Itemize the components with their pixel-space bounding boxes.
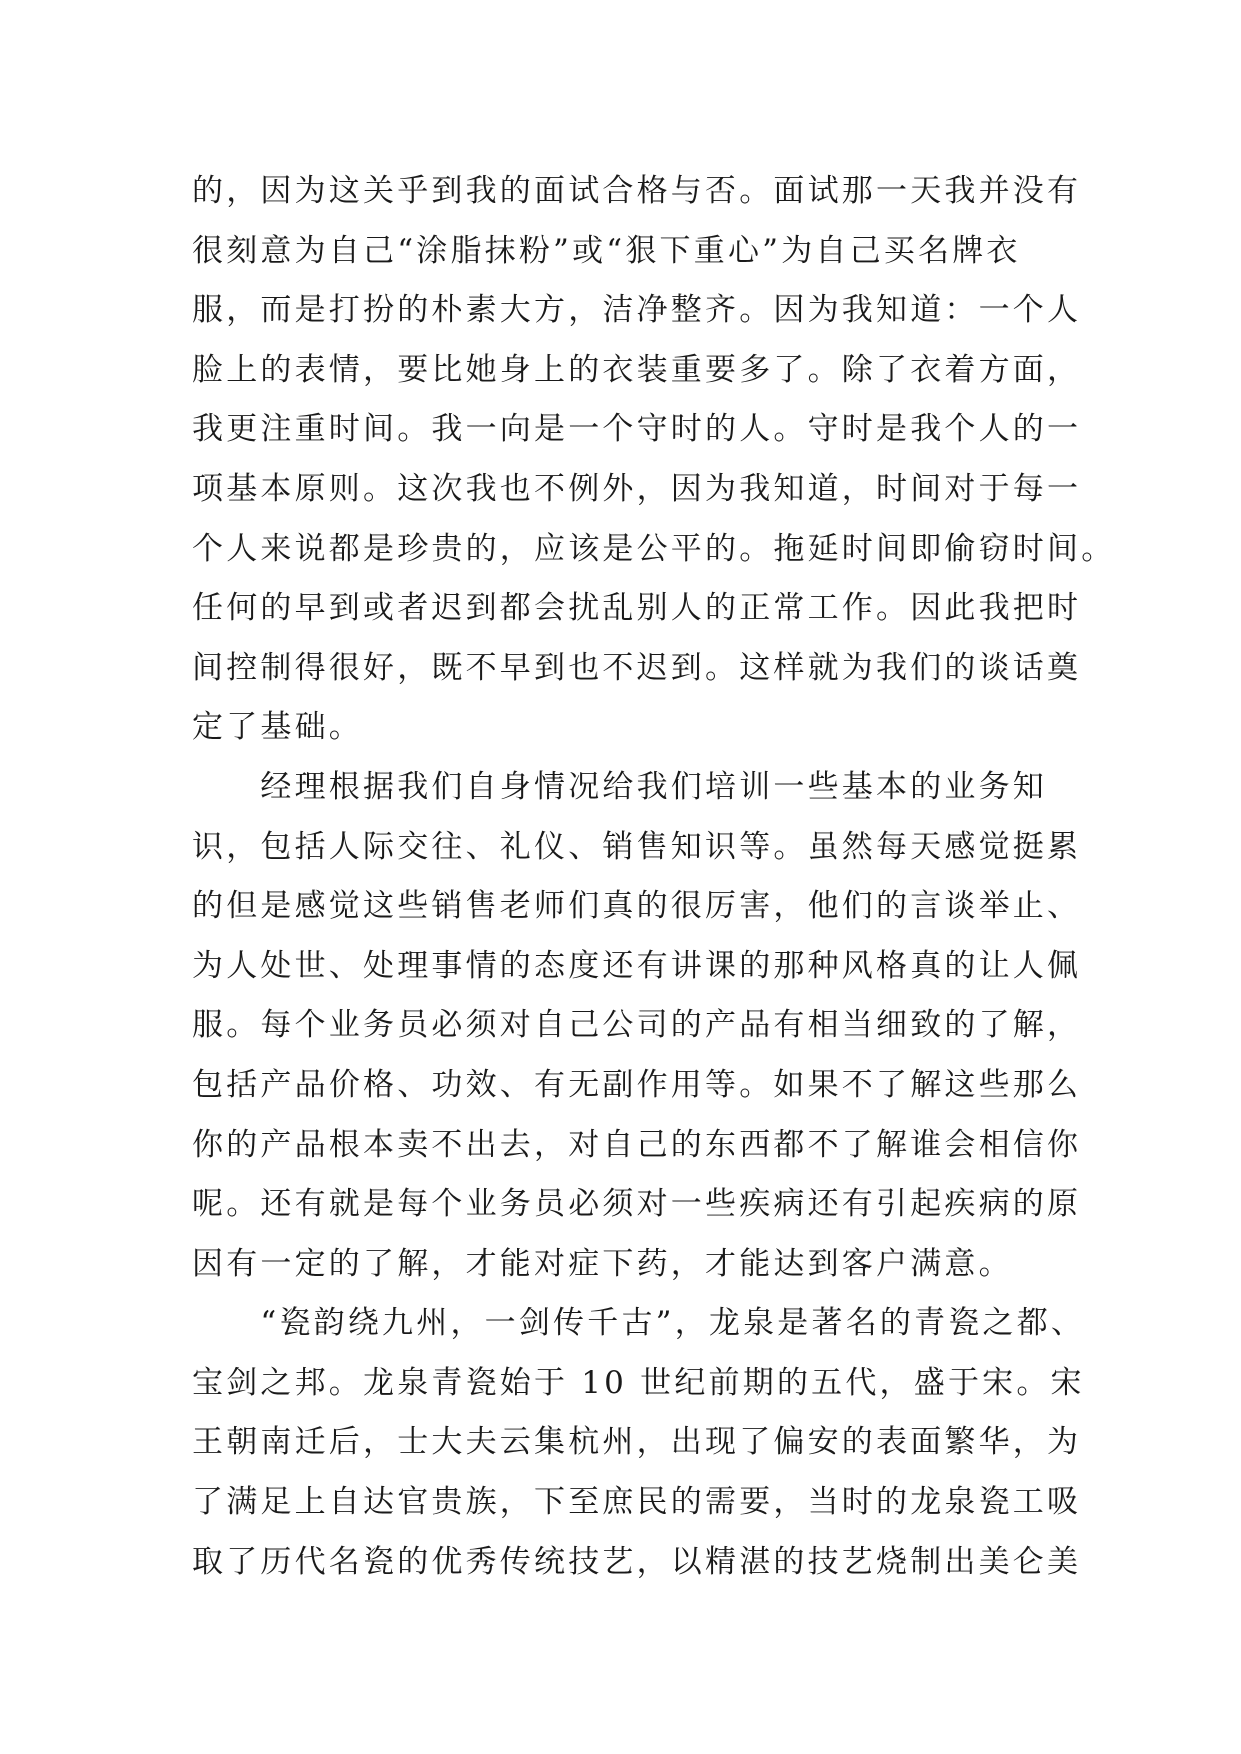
text-line: 经理根据我们自身情况给我们培训一些基本的业务知: [192, 768, 1047, 805]
text-line: 个人来说都是珍贵的，应该是公平的。拖延时间即偷窃时间。: [192, 530, 1116, 567]
text-line: 因有一定的了解，才能对症下药，才能达到客户满意。: [192, 1245, 1013, 1282]
text-line: 服。每个业务员必须对自己公司的产品有相当细致的了解，: [192, 1007, 1082, 1044]
text-line: 识，包括人际交往、礼仪、销售知识等。虽然每天感觉挺累: [192, 828, 1082, 865]
text-line: 服，而是打扮的朴素大方，洁净整齐。因为我知道：一个人: [192, 292, 1082, 329]
text-line: 的但是感觉这些销售老师们真的很厉害，他们的言谈举止、: [192, 888, 1082, 925]
text-line: 宝剑之邦。龙泉青瓷始于 10 世纪前期的五代，盛于宋。宋: [192, 1364, 1085, 1401]
text-line: 王朝南迁后，士大夫云集杭州，出现了偏安的表面繁华，为: [192, 1424, 1082, 1461]
text-line: 了满足上自达官贵族，下至庶民的需要，当时的龙泉瓷工吸: [192, 1484, 1082, 1521]
text-line: 呢。还有就是每个业务员必须对一些疾病还有引起疾病的原: [192, 1186, 1082, 1223]
text-line: 项基本原则。这次我也不例外，因为我知道，时间对于每一: [192, 470, 1082, 507]
text-line: 间控制得很好，既不早到也不迟到。这样就为我们的谈话奠: [192, 649, 1082, 686]
text-line: 我更注重时间。我一向是一个守时的人。守时是我个人的一: [192, 411, 1082, 448]
text-line: 任何的早到或者迟到都会扰乱别人的正常工作。因此我把时: [192, 590, 1082, 627]
text-line: 为人处世、处理事情的态度还有讲课的那种风格真的让人佩: [192, 947, 1082, 984]
text-line: 你的产品根本卖不出去，对自己的东西都不了解谁会相信你: [192, 1126, 1082, 1163]
text-line: 很刻意为自己“涂脂抹粉”或“狠下重心”为自己买名牌衣: [192, 232, 1021, 269]
text-line: 取了历代名瓷的优秀传统技艺，以精湛的技艺烧制出美仑美: [192, 1543, 1082, 1580]
text-line: 脸上的表情，要比她身上的衣装重要多了。除了衣着方面，: [192, 351, 1082, 388]
text-line: “瓷韵绕九州，一剑传千古”，龙泉是著名的青瓷之都、: [192, 1305, 1086, 1342]
body-text: [192, 162, 1116, 1592]
text-line: 包括产品价格、功效、有无副作用等。如果不了解这些那么: [192, 1066, 1082, 1103]
text-line: 的，因为这关乎到我的面试合格与否。面试那一天我并没有: [192, 173, 1082, 209]
text-line: 定了基础。: [192, 709, 363, 746]
